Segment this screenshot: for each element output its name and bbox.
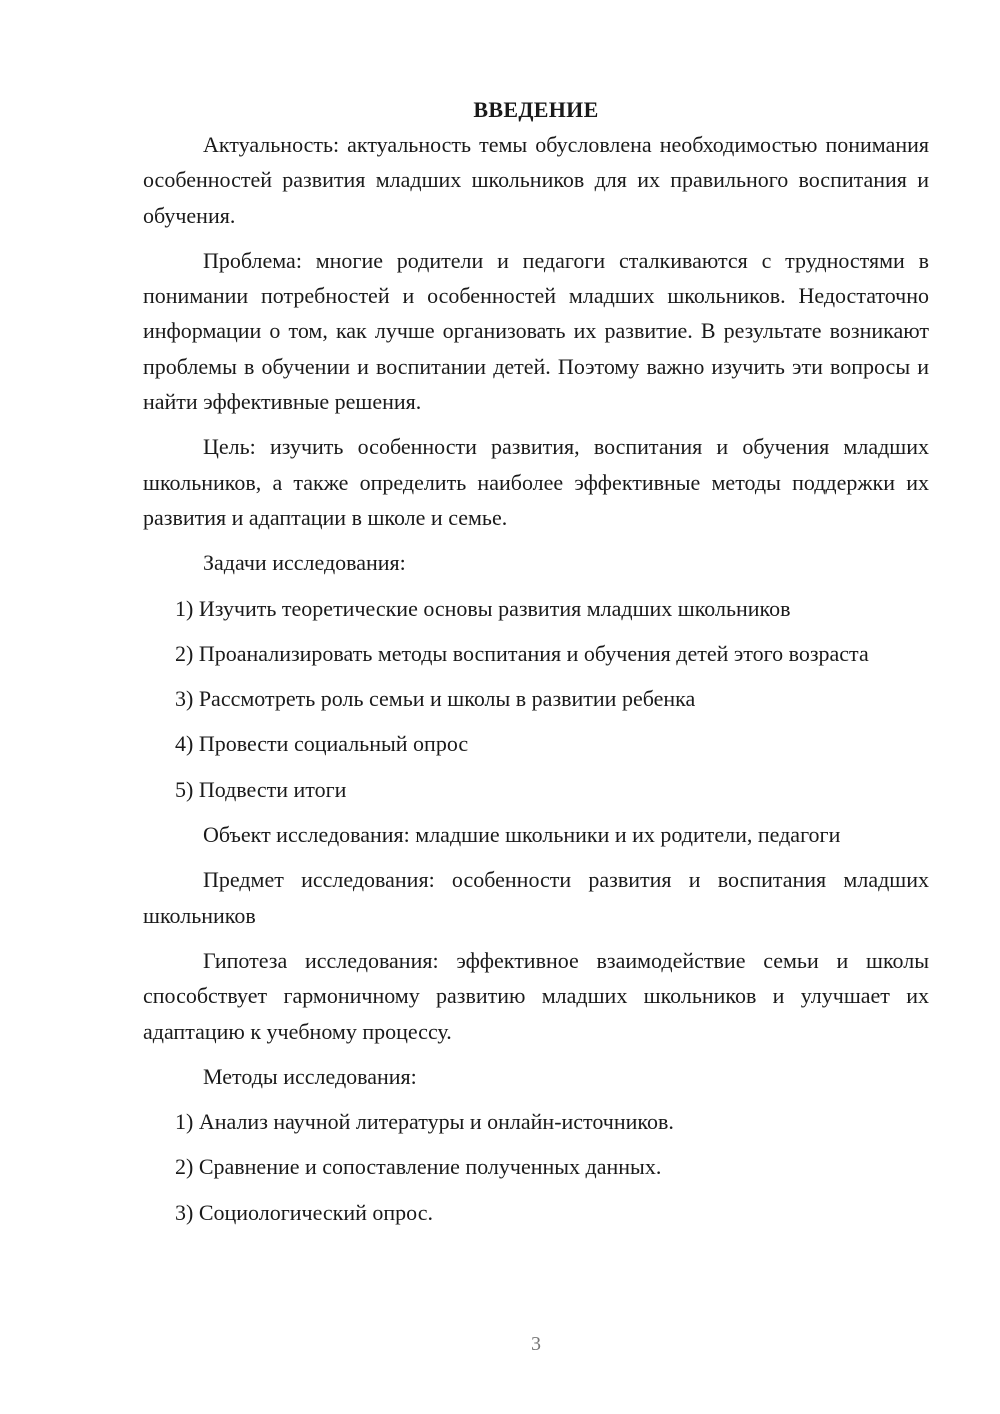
- object-paragraph: Объект исследования: младшие школьники и их родители, педагоги: [203, 822, 841, 848]
- relevance-paragraph: Актуальность: актуальность темы обусловлена необходимостью понимания особенностей развития младших школьников для их правильного воспитания и обучения.: [143, 132, 929, 228]
- task-item-4: 4) Провести социальный опрос: [175, 731, 469, 757]
- method-item-1: 1) Анализ научной литературы и онлайн-источников.: [175, 1109, 674, 1135]
- subject-paragraph: Предмет исследования: особенности развития и воспитания младших школьников: [143, 867, 929, 928]
- task-item-1: 1) Изучить теоретические основы развития младших школьников: [175, 595, 791, 621]
- document-page: [143, 92, 929, 1240]
- task-item-5: 5) Подвести итоги: [175, 776, 347, 802]
- task-item-2: 2) Проанализировать методы воспитания и обучения детей этого возраста: [175, 640, 869, 666]
- method-item-2: 2) Сравнение и сопоставление полученных данных.: [175, 1154, 662, 1180]
- task-item-3: 3) Рассмотреть роль семьи и школы в развитии ребенка: [175, 686, 696, 712]
- method-item-3: 3) Социологический опрос.: [175, 1199, 433, 1225]
- hypothesis-paragraph: Гипотеза исследования: эффективное взаимодействие семьи и школы способствует гармоничному развитию младших школьников и улучшает их адаптацию к учебному процессу.: [143, 947, 929, 1044]
- problem-paragraph: Проблема: многие родители и педагоги сталкиваются с трудностями в понимании потребностей и особенностей младших школьников. Недостаточно информации о том, как лучше организовать их развитие. В результате возникают проблемы в обучении и воспитании детей. Поэтому важно изучить эти вопросы и найти эффективные решения.: [143, 247, 929, 415]
- goal-paragraph: Цель: изучить особенности развития, воспитания и обучения младших школьников, а также определить наиболее эффективные методы поддержки их развития и адаптации в школе и семье.: [143, 434, 929, 530]
- tasks-heading: Задачи исследования:: [203, 550, 406, 576]
- methods-heading: Методы исследования:: [203, 1063, 417, 1089]
- document-title: ВВЕДЕНИЕ: [473, 97, 599, 122]
- page-number: 3: [531, 1333, 541, 1355]
